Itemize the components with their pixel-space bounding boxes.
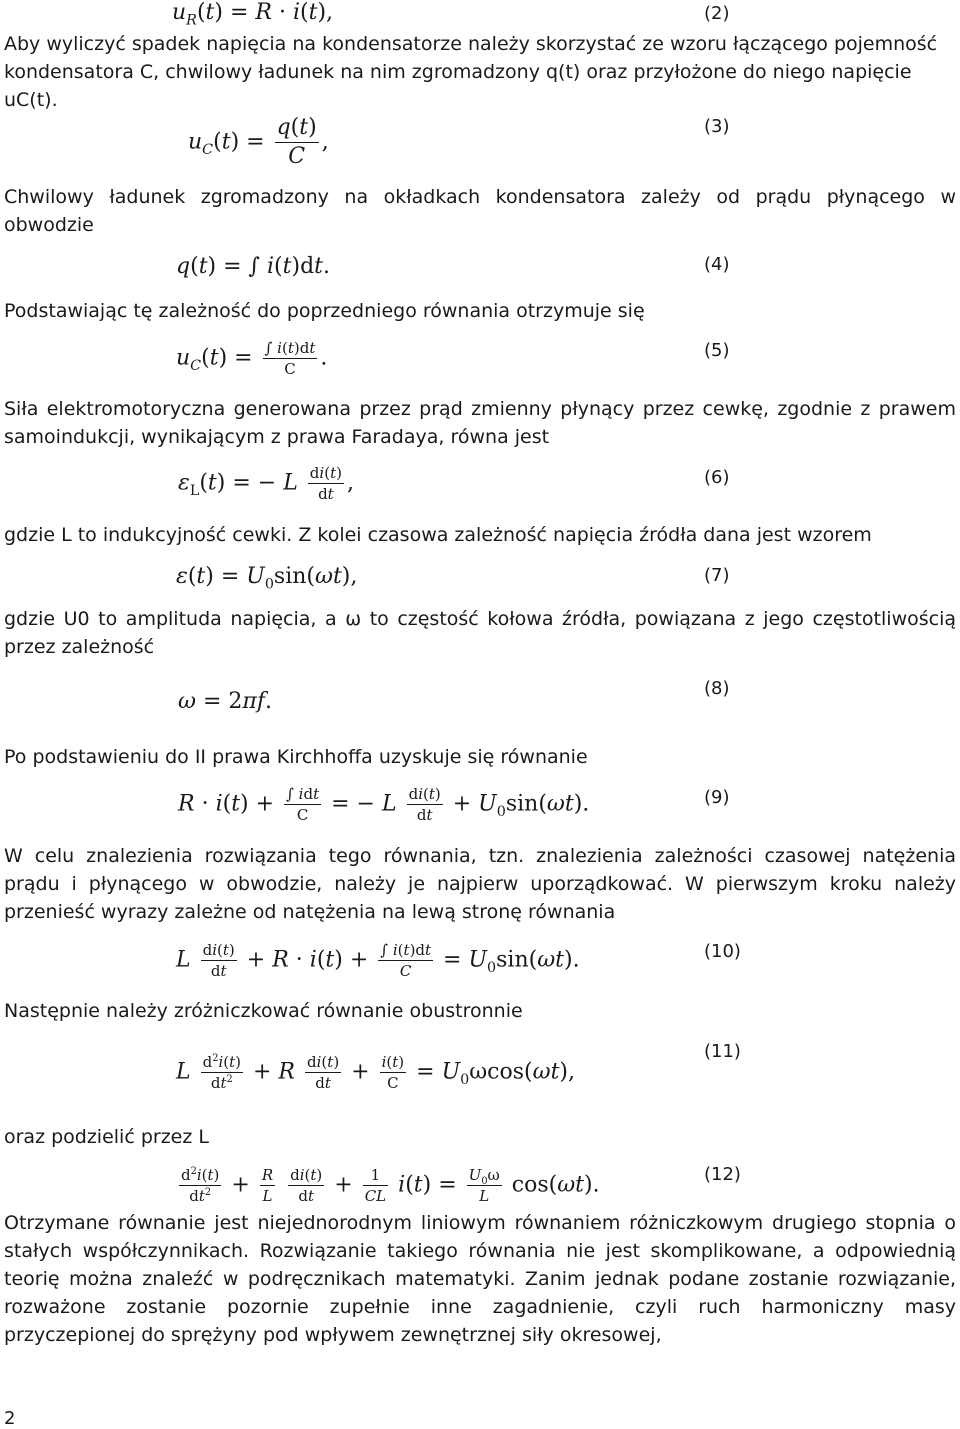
paragraph-charge: Chwilowy ładunek zgromadzony na okładkach kondensatora zależy od prądu płynącego w obwodzie bbox=[4, 186, 956, 236]
paragraph-capacitor-intro: Aby wyliczyć spadek napięcia na kondensatorze należy skorzystać ze wzoru łączącego pojemność kondensatora C, chwilowy ładunek na nim zgromadzony q(t) oraz przyłożone do niego napięcie uC(t). bbox=[4, 33, 938, 111]
paragraph-amplitude: gdzie U0 to amplituda napięcia, a ω to częstość kołowa źródła, powiązana z jego częstotliwością przez zależność bbox=[4, 608, 956, 658]
paragraph-substitution: Podstawiając tę zależność do poprzedniego równania otrzymuje się bbox=[4, 300, 645, 322]
equation-2: $u_R(t) = R \cdot i(t)$, bbox=[172, 0, 334, 29]
equation-9: R · i(t) + $\frac{\text{∫ idt}}{C}$ = − L $\frac{di(t)}{dt}$ + $U_0\sin(\omega t)$. bbox=[178, 785, 590, 824]
equation-number: (7) bbox=[704, 565, 730, 586]
page-number: 2 bbox=[4, 1408, 16, 1429]
equation-number: (10) bbox=[704, 941, 741, 962]
paragraph-solution-approach: W celu znalezienia rozwiązania tego równania, tzn. znalezienia zależności czasowej natężenia prądu i płynącego w obwodzie, należy je najpierw uporządkować. W pierwszym kroku należy przenieść wyrazy zależne od natężenia na lewą stronę równania bbox=[4, 845, 956, 923]
equation-number: (6) bbox=[704, 467, 730, 488]
equation-11: L $\frac{d^2i(t)}{dt^2}$ + R $\frac{di(t)}{dt}$ + $\frac{i(t)}{C}$ = $U_0\omega\cos(\omega t)$, bbox=[176, 1053, 575, 1092]
equation-number: (8) bbox=[704, 678, 730, 699]
paragraph-conclusion: Otrzymane równanie jest niejednorodnym liniowym równaniem różniczkowym drugiego stopnia o stałych współczynnikach. Rozwiązanie takiego równania nie jest skomplikowane, a odpowiednią teorię można znaleźć w podręcznikach matematyki. Zanim jednak podane zostanie rozwiązanie, rozważone zostanie pozornie zupełnie inne zagadnienie, czyli ruch harmoniczny masy przyczepionej do sprężyny pod wpływem zewnętrznej siły okresowej, bbox=[4, 1212, 956, 1346]
equation-5: $u_C(t)$ = $\frac{\int i(t)dt}{C}$ . bbox=[176, 339, 328, 378]
equation-number: (5) bbox=[704, 340, 730, 361]
paragraph-kirchhoff: Po podstawieniu do II prawa Kirchhoffa uzyskuje się równanie bbox=[4, 746, 588, 768]
equation-3: $u_C(t)$ = $\frac{q(t)}{C}$ , bbox=[188, 115, 329, 169]
equation-12: $\frac{d^2i(t)}{dt^2}$ + $\frac{R}{L}$ $\frac{di(t)}{dt}$ + $\frac{1}{CL}$ i(t) = $\frac{U_0\omega}{L}$ cos(ωt). bbox=[181, 1166, 600, 1205]
paragraph-emf: Siła elektromotoryczna generowana przez prąd zmienny płynący przez cewkę, zgodnie z prawem samoindukcji, wynikającym z prawa Faradaya, równa jest bbox=[4, 398, 956, 448]
equation-number: (12) bbox=[704, 1164, 741, 1185]
equation-8: ω = 2πf. bbox=[178, 689, 272, 714]
equation-number: (4) bbox=[704, 254, 730, 275]
equation-10: L $\frac{di(t)}{dt}$ + R · i(t) + $\frac{\int i(t)dt}{C}$ = $U_0\sin(\omega t)$. bbox=[176, 941, 580, 980]
equation-7: $\varepsilon(t) = U_0\sin(\omega t)$, bbox=[176, 564, 358, 593]
equation-6: $\varepsilon_L(t)$ = − L $\frac{di(t)}{dt}$ , bbox=[178, 464, 354, 503]
equation-number: (3) bbox=[704, 116, 730, 137]
equation-number: (9) bbox=[704, 787, 730, 808]
paragraph-differentiate: Następnie należy zróżniczkować równanie obustronnie bbox=[4, 1000, 523, 1022]
equation-number: (11) bbox=[704, 1041, 741, 1062]
paragraph-divide: oraz podzielić przez L bbox=[4, 1126, 209, 1148]
equation-number: (2) bbox=[704, 3, 730, 24]
paragraph-inductance: gdzie L to indukcyjność cewki. Z kolei czasowa zależność napięcia źródła dana jest wzorem bbox=[4, 524, 872, 546]
equation-4: q(t) = ∫ i(t)dt. bbox=[176, 254, 330, 279]
